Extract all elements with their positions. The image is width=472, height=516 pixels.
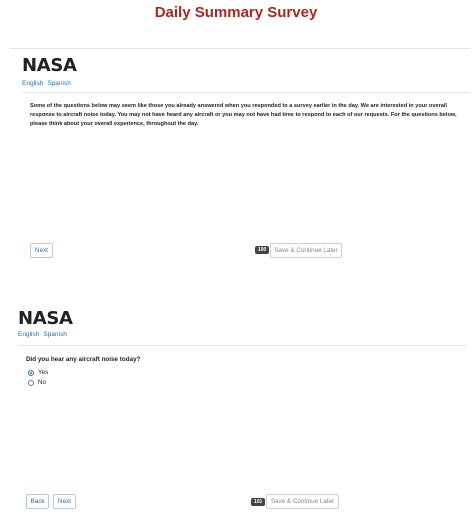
option-yes[interactable] bbox=[28, 369, 48, 376]
radio-yes[interactable] bbox=[28, 370, 34, 376]
intro-paragraph: Some of the questions below may seem like those you already answered when you responded to a survey earlier in the day. We are interested in your overall response to aircraft noise today. You may not have heard any aircraft or you may not have had time to respond to each of our requests. For the questions below, please think about your overall experience, throughout the day. bbox=[30, 103, 457, 127]
save-continue-later-button[interactable]: Save & Continue Later bbox=[266, 494, 339, 509]
next-button[interactable]: Next bbox=[53, 494, 76, 509]
page-number-badge: 100 bbox=[255, 246, 269, 254]
option-label: Yes bbox=[38, 369, 49, 376]
survey-screen-intro bbox=[10, 48, 470, 268]
language-link-spanish[interactable]: Spanish bbox=[43, 331, 67, 338]
brand-logo: NASA bbox=[22, 55, 77, 76]
language-link-spanish[interactable]: Spanish bbox=[47, 80, 71, 87]
language-switcher bbox=[22, 80, 75, 87]
save-continue-later-button[interactable]: Save & Continue Later bbox=[270, 243, 342, 258]
next-button[interactable]: Next bbox=[30, 243, 53, 258]
divider bbox=[18, 345, 466, 346]
option-label: No bbox=[38, 379, 47, 386]
divider bbox=[22, 92, 470, 93]
language-switcher bbox=[18, 331, 71, 338]
radio-no[interactable] bbox=[28, 380, 34, 386]
language-link-english[interactable]: English bbox=[22, 80, 44, 87]
survey-screen-question bbox=[10, 300, 470, 516]
page-title: Daily Summary Survey bbox=[154, 4, 318, 21]
language-link-english[interactable]: English bbox=[18, 331, 40, 338]
page-number-badge: 101 bbox=[251, 498, 265, 506]
option-no[interactable] bbox=[28, 379, 46, 386]
back-button[interactable]: Back bbox=[26, 494, 49, 509]
brand-logo: NASA bbox=[18, 308, 73, 329]
question-text: Did you hear any aircraft noise today? bbox=[26, 356, 141, 363]
